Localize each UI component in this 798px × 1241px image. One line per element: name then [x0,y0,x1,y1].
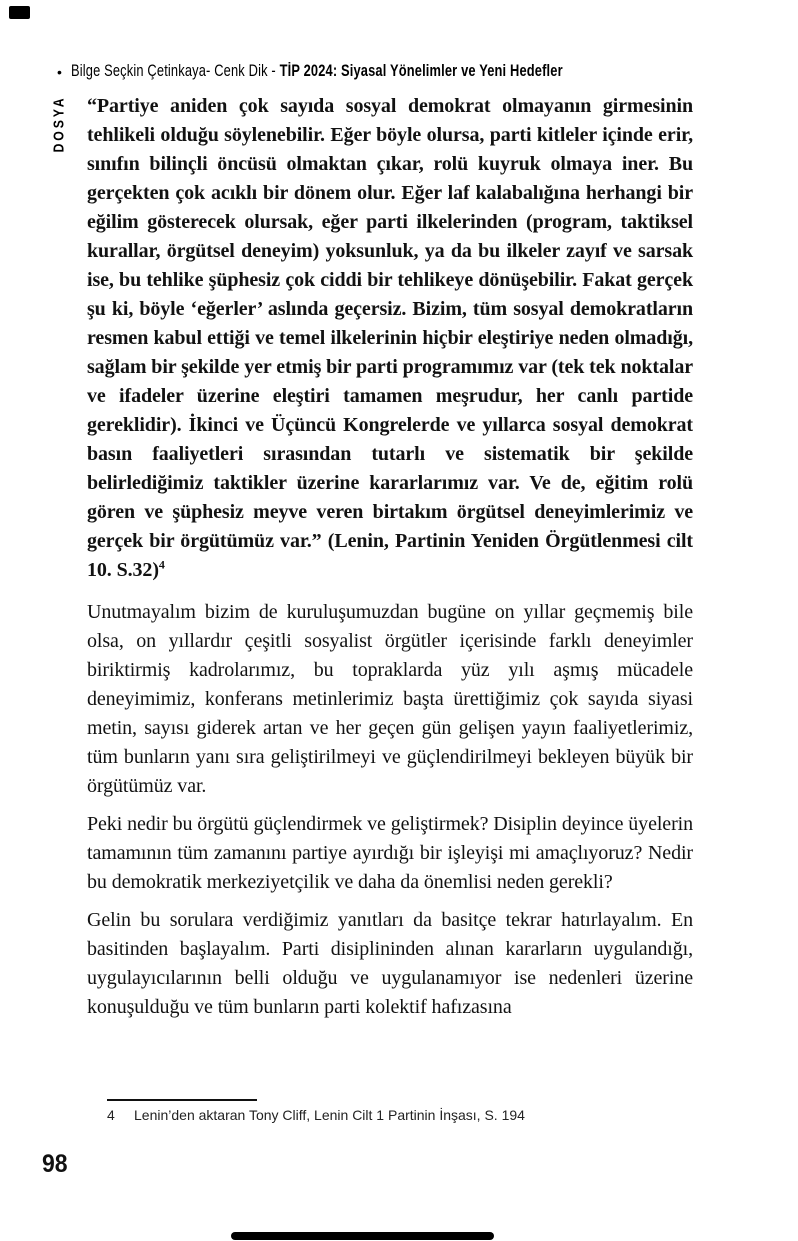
footnote-number: 4 [107,1107,115,1123]
section-label-vertical [44,86,74,162]
lenin-quote-paragraph [87,92,693,585]
header-title: TİP 2024: Siyasal Yönelimler ve Yeni Hedefler [279,62,563,80]
footnote-text: Lenin’den aktaran Tony Cliff, Lenin Cilt 1 Partinin İnşası, S. 194 [134,1107,525,1123]
header-authors: Bilge Seçkin Çetinkaya- Cenk Dik - [70,62,280,80]
running-header-text [71,62,563,81]
text-column [87,92,693,1031]
body-paragraph: Peki nedir bu örgütü güçlendirmek ve geliştirmek? Disiplin deyince üyelerin tamamının tüm zamanını partiye ayırdığı bir işleyişi mi amaçlıyoruz? Nedir bu demokratik merkeziyetçilik ve daha da önemlisi neden gerekli? [87,813,693,893]
top-left-scan-mark [9,6,30,19]
body-paragraph: Gelin bu sorulara verdiğimiz yanıtları da basitçe tekrar hatırlayalım. En basitinden başlayalım. Parti disiplininden alınan kararların uygulandığı, uygulayıcılarının belli olduğu ve uygulanamıyor ise nedenleri üzerine konuşulduğu ve tüm bunların parti kolektif hafızasına [87,909,693,1018]
section-label-text: DOSYA [50,95,68,153]
page-number: 98 [42,1150,68,1178]
bottom-black-bar [231,1232,494,1240]
footnote [107,1099,693,1125]
footnote-row [107,1101,693,1125]
bullet-icon: • [57,63,62,80]
footnote-marker: 4 [158,557,165,572]
running-header [57,62,701,81]
body-paragraph: Unutmayalım bizim de kuruluşumuzdan bugüne on yıllar geçmemiş bile olsa, on yıllardır çeşitli sosyalist örgütler içerisinde farklı deneyimler biriktirmiş kadrolarımız, bu topraklarda yüz yılı aşmış mücadele deneyimimiz, konferans metinlerimiz başta ürettiğimiz çok sayıda siyasi metin, sayısı giderek artan ve her geçen gün gelişen yayın faaliyetlerimiz, tüm bunların yanı sıra geliştirilmeyi ve güçlendirilmeyi bekleyen büyük bir örgütümüz var. [87,601,693,797]
quote-text: “Partiye aniden çok sayıda sosyal demokrat olmayanın girmesinin tehlikeli olduğu söylenebilir. Eğer böyle olursa, parti kitleler içinde erir, sınıfın bilinçli öncüsü olmaktan çıkar, rolü kuyruk olmaya iner. Bu gerçekten çok acıklı bir dönem olur. Eğer laf kalabalığına herhangi bir eğilim gösterecek olursak, eğer parti ilkelerinden (program, taktiksel kurallar, örgütsel deneyim) yoksunluk, ya da bu ilkeler zayıf ve sarsak ise, bu tehlike şüphesiz çok ciddi bir tehlikeye dönüşebilir. Fakat gerçek şu ki, böyle ‘eğerler’ aslında geçersiz. Bizim, tüm sosyal demokratların resmen kabul ettiği ve temel ilkelerinin hiçbir eleştiriye neden olmadığı, sağlam bir şekilde yer etmiş bir parti programımız var (tek tek noktalar ve ifadeler üzerine eleştiri tamamen meşrudur, her canlı partide gereklidir). İkinci ve Üçüncü Kongrelerde ve yıllarca sosyal demokrat basın faaliyetleri sırasından tutarlı ve sistematik bir şekilde belirlediğimiz taktikler üzerine kararlarımız var. Ve de, eğitim rolü gören ve şüphesiz meyve veren birtakım örgütsel deneyimlerimiz ve gerçek bir örgütümüz var.” (Lenin, Partinin Yeniden Örgütlenmesi cilt 10. S.32) [87,95,693,581]
